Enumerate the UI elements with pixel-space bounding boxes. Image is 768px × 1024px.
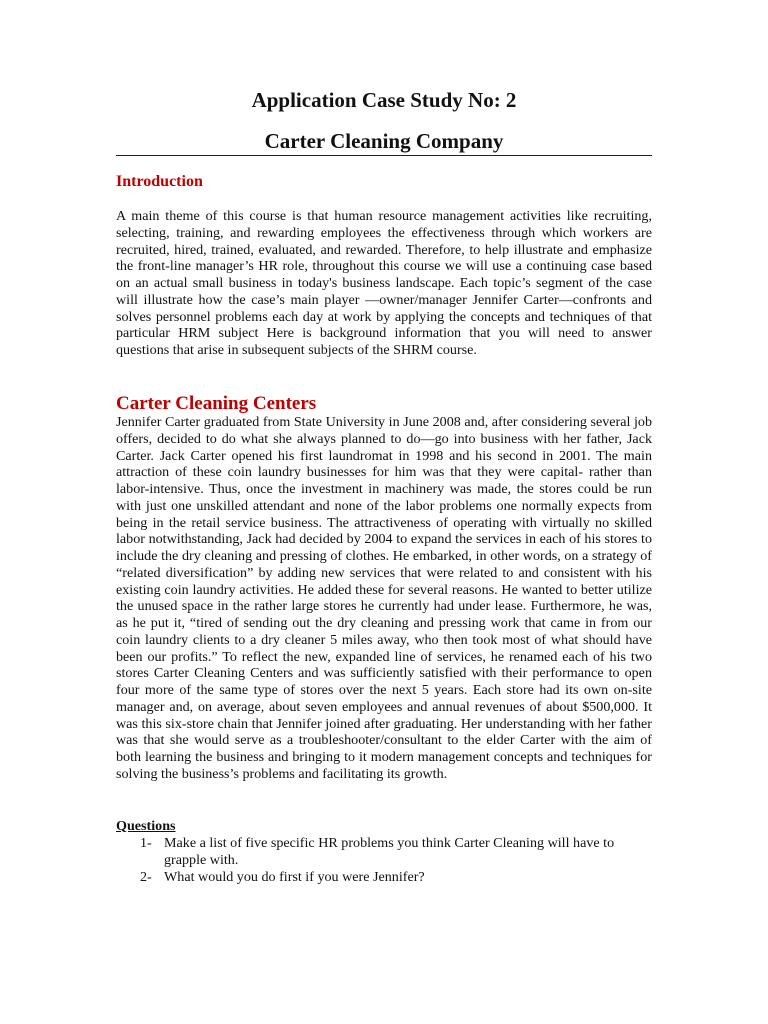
section-heading-introduction: Introduction [116,173,203,190]
question-text: What would you do first if you were Jennifer? [164,868,425,885]
introduction-paragraph: A main theme of this course is that human resource management activities like recruiting, selecting, training, and rewarding employees the effectiveness through which workers are recruited, hired, trained, evaluated, and rewarded. Therefore, to help illustrate and emphasize the front-line manager’s HR role, throughout this course we will use a continuing case based on an actual small business in today's business landscape. Each topic’s segment of the case will illustrate how the case’s main player —owner/manager Jennifer Carter—confronts and solves personnel problems each day at work by applying the concepts and techniques of that particular HRM subject Here is background information that you will need to answer questions that arise in subsequent subjects of the SHRM course. [116,208,652,358]
question-number: 1- [140,835,152,851]
questions-label: Questions [116,818,176,834]
question-number: 2- [140,868,152,885]
title-divider [116,155,652,156]
document-subtitle: Carter Cleaning Company [264,129,504,153]
carter-cleaning-centers-paragraph: Jennifer Carter graduated from State University in June 2008 and, after considering several job offers, decided to do what she always planned to do—go into business with her father, Jack Carter. Jack Carter opened his first laundromat in 1998 and his second in 2001. The main attraction of these coin laundry businesses for him was that they were capital- rather than labor-intensive. Thus, once the investment in machinery was made, the stores could be run with just one unskilled attendant and none of the labor problems one normally expects from being in the retail service business. The attractiveness of operating with virtually no skilled labor notwithstanding, Jack had decided by 2004 to expand the services in each of his stores to include the dry cleaning and pressing of clothes. He embarked, in other words, on a strategy of “related diversification” by adding new services that were related to and consistent with his existing coin laundry activities. He added these for several reasons. He wanted to better utilize the unused space in the rather large stores he currently had under lease. Furthermore, he was, as he put it, “tired of sending out the dry cleaning and pressing work that came in from our coin laundry clients to a dry cleaner 5 miles away, who then took most of what should have been our profits.” To reflect the new, expanded line of services, he renamed each of his two stores Carter Cleaning Centers and was sufficiently satisfied with their performance to open four more of the same type of stores over the next 5 years. Each store had its own on-site manager and, on average, about seven employees and annual revenues of about $500,000. It was this six-store chain that Jennifer joined after graduating. Her understanding with her father was that she would serve as a troubleshooter/consultant to the elder Carter with the aim of both learning the business and bringing to it modern management concepts and techniques for solving the business’s problems and facilitating its growth. [116,414,652,782]
questions-list [116,835,652,885]
question-item [116,869,652,886]
section-heading-carter-cleaning-centers: Carter Cleaning Centers [116,393,317,414]
question-text: Make a list of five specific HR problems you think Carter Cleaning will have to grapple with. [164,835,615,868]
document-title: Application Case Study No: 2 [251,88,517,112]
question-item [116,835,652,869]
